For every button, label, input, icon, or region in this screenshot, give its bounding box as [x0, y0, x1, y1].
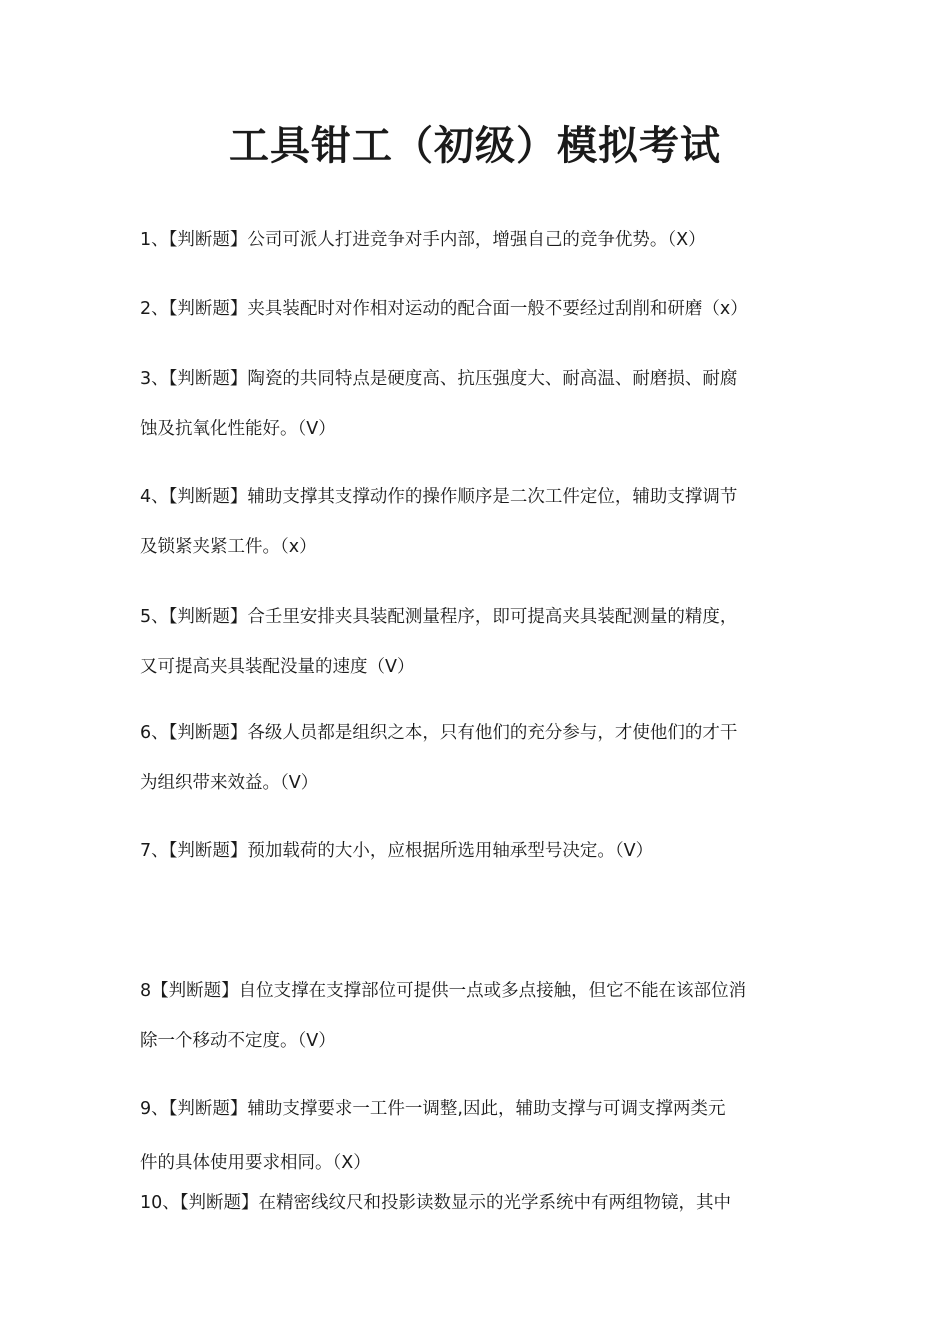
question-text-line: 7、【判断题】预加载荷的大小，应根据所选用轴承型号决定。（V） [140, 841, 654, 861]
question-item [140, 354, 810, 454]
question-text-line: 3、【判断题】陶瓷的共同特点是硬度高、抗压强度大、耐高温、耐磨损、耐腐 [140, 369, 738, 389]
page-title: 工具钳工（初级）模拟考试 [229, 123, 721, 169]
question-text-line: 9、【判断题】辅助支撑要求一工件一调整,因此，辅助支撑与可调支撑两类元 [140, 1099, 726, 1119]
question-item [140, 592, 810, 692]
question-item [140, 1178, 810, 1228]
question-item [140, 708, 810, 808]
question-text-line: 为组织带来效益。（V） [140, 773, 319, 793]
question-item [140, 1084, 810, 1188]
question-item [140, 215, 810, 265]
question-text-line: 1、【判断题】公司可派人打进竞争对手内部，增强自己的竞争优势。（X） [140, 230, 706, 250]
question-item [140, 966, 810, 1066]
question-text-line: 10、【判断题】在精密线纹尺和投影读数显示的光学系统中有两组物镜，其中 [140, 1193, 732, 1213]
question-text-line: 2、【判断题】夹具装配时对作相对运动的配合面一般不要经过刮削和研磨（x） [140, 299, 748, 319]
question-text-line: 及锁紧夹紧工件。（x） [140, 537, 317, 557]
question-text-line: 蚀及抗氧化性能好。（V） [140, 419, 336, 439]
question-text-line: 6、【判断题】各级人员都是组织之本，只有他们的充分参与，才使他们的才干 [140, 723, 738, 743]
question-text-line: 8【判断题】自位支撑在支撑部位可提供一点或多点接触，但它不能在该部位消 [140, 981, 747, 1001]
question-text-line: 5、【判断题】合壬里安排夹具装配测量程序，即可提高夹具装配测量的精度， [140, 607, 738, 627]
question-text-line: 4、【判断题】辅助支撑其支撑动作的操作顺序是二次工件定位，辅助支撑调节 [140, 487, 738, 507]
question-text-line: 又可提高夹具装配没量的速度（V） [140, 657, 415, 677]
question-text-line: 件的具体使用要求相同。（X） [140, 1153, 371, 1173]
question-item [140, 826, 810, 876]
question-item [140, 472, 810, 572]
question-item [140, 284, 810, 334]
question-text-line: 除一个移动不定度。（V） [140, 1031, 336, 1051]
